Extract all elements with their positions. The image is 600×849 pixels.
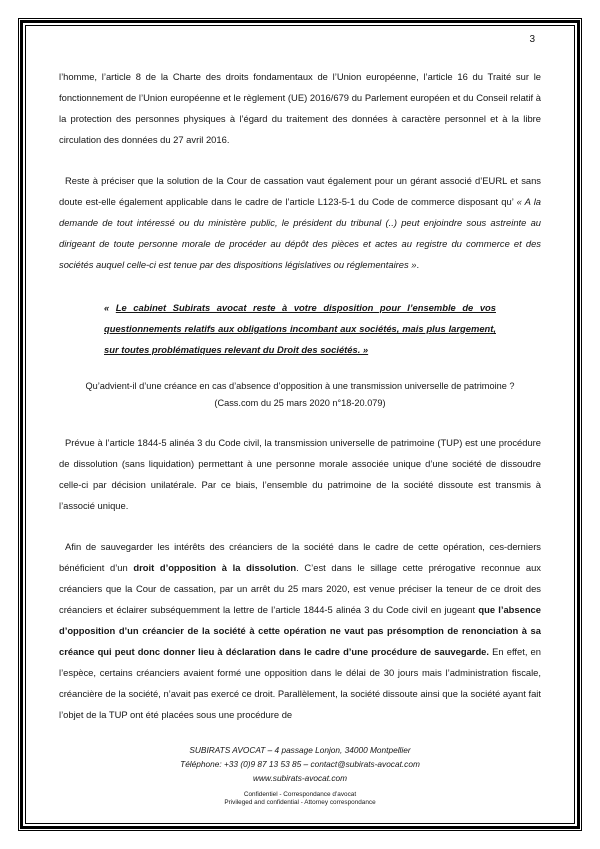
text-segment: Afin de sauvegarder les intérêts des créanciers de la société dans le cadre de cette opération, ces-derniers bénéficient d’un	[59, 541, 541, 573]
page-number: 3	[529, 34, 535, 45]
footer-phone-email: Téléphone: +33 (0)9 87 13 53 85 – contact@subirats-avocat.com	[180, 759, 420, 769]
footer-website: www.subirats-avocat.com	[252, 773, 348, 783]
text-segment: Reste à préciser que la solution de la Cour de cassation vaut également pour un gérant associé d’EURL et sans doute est-elle également applicable dans le cadre de l’article L123-5-1 du Code de commerce disposant qu’	[59, 175, 541, 207]
quote-open-mark: «	[104, 302, 116, 313]
confidential-line-fr: Confidentiel - Correspondance d’avocat	[243, 791, 357, 798]
page-border-inner	[25, 25, 575, 824]
bold-ruling-text: que l’absence d’opposition d’un créancier de la société à cette opération ne vaut pas présomption de renonciation à sa créance qui peut donc donner lieu à déclaration dans le cadre d’une procédure de sauvegarde.	[59, 604, 541, 657]
page-footer	[59, 743, 541, 785]
confidential-line-en: Privileged and confidential - Attorney correspondance	[224, 799, 376, 806]
paragraph-eurl-cassation	[59, 170, 541, 275]
heading-question: Qu’advient-il d’une créance en cas d’absence d’opposition à une transmission universelle de patrimoine ?	[85, 381, 515, 391]
bold-droit-opposition: droit d’opposition à la dissolution	[133, 562, 297, 573]
text-segment: En effet, en l’espèce, certains créanciers avaient formé une opposition dans le délai de 30 jours mais l’administration fiscale, créancière de la société, n’avait pas exercé ce droit. Parallèlement, la société dissoute ainsi que la société ayant fait l’objet de la TUP ont été placées sous une procédure de	[59, 646, 541, 720]
section-heading	[59, 378, 541, 412]
statute-quote-text: « A la demande de tout intéressé ou du ministère public, le président du tribunal (..) peut enjoindre sous astreinte au dirigeant de toute personne morale de procéder au dépôt des pièces et actes au registre du commerce et des sociétés auquel celle-ci est tenue par des dispositions législatives ou réglementaires »	[59, 196, 541, 270]
page-border-thick	[20, 20, 580, 829]
confidentiality-notice	[59, 791, 541, 807]
page-content	[26, 26, 574, 823]
page-border-outer	[18, 18, 582, 831]
cabinet-availability-quote	[104, 297, 496, 360]
paragraph-tup-definition: Prévue à l’article 1844-5 alinéa 3 du Code civil, la transmission universelle de patrimoine (TUP) est une procédure de dissolution (sans liquidation) permettant à une personne morale associée unique d’une société de dissoudre celle-ci par décision unilatérale. Par ce biais, l’ensemble du patrimoine de la société dissoute est transmis à l’associé unique.	[59, 437, 541, 511]
footer-firm-address: SUBIRATS AVOCAT – 4 passage Lonjon, 34000 Montpellier	[189, 745, 411, 755]
text-segment: .	[416, 259, 420, 270]
heading-case-reference: (Cass.com du 25 mars 2020 n°18-20.079)	[214, 398, 386, 408]
paragraph-droit-opposition	[59, 536, 541, 725]
text-segment: . C’est dans le sillage cette prérogative reconnue aux créanciers que la Cour de cassation, par un arrêt du 25 mars 2020, est venue préciser la teneur de ce droit des créanciers et éclairer subséquemment la lettre de l’article 1844-5 alinéa 3 du Code civil en jugeant	[59, 562, 541, 615]
quote-underlined-text: Le cabinet Subirats avocat reste à votre disposition pour l’ensemble de vos questionnements relatifs aux obligations incombant aux sociétés, mais plus largement, sur toutes problématiques relevant du Droit des sociétés. »	[104, 302, 496, 355]
paragraph-continuation-gdpr: l’homme, l’article 8 de la Charte des droits fondamentaux de l’Union européenne, l’article 16 du Traité sur le fonctionnement de l’Union européenne et le règlement (UE) 2016/679 du Parlement européen et du Conseil relatif à la protection des personnes physiques à l’égard du traitement des données à caractère personnel et à la libre circulation des données du 27 avril 2016.	[59, 71, 541, 145]
